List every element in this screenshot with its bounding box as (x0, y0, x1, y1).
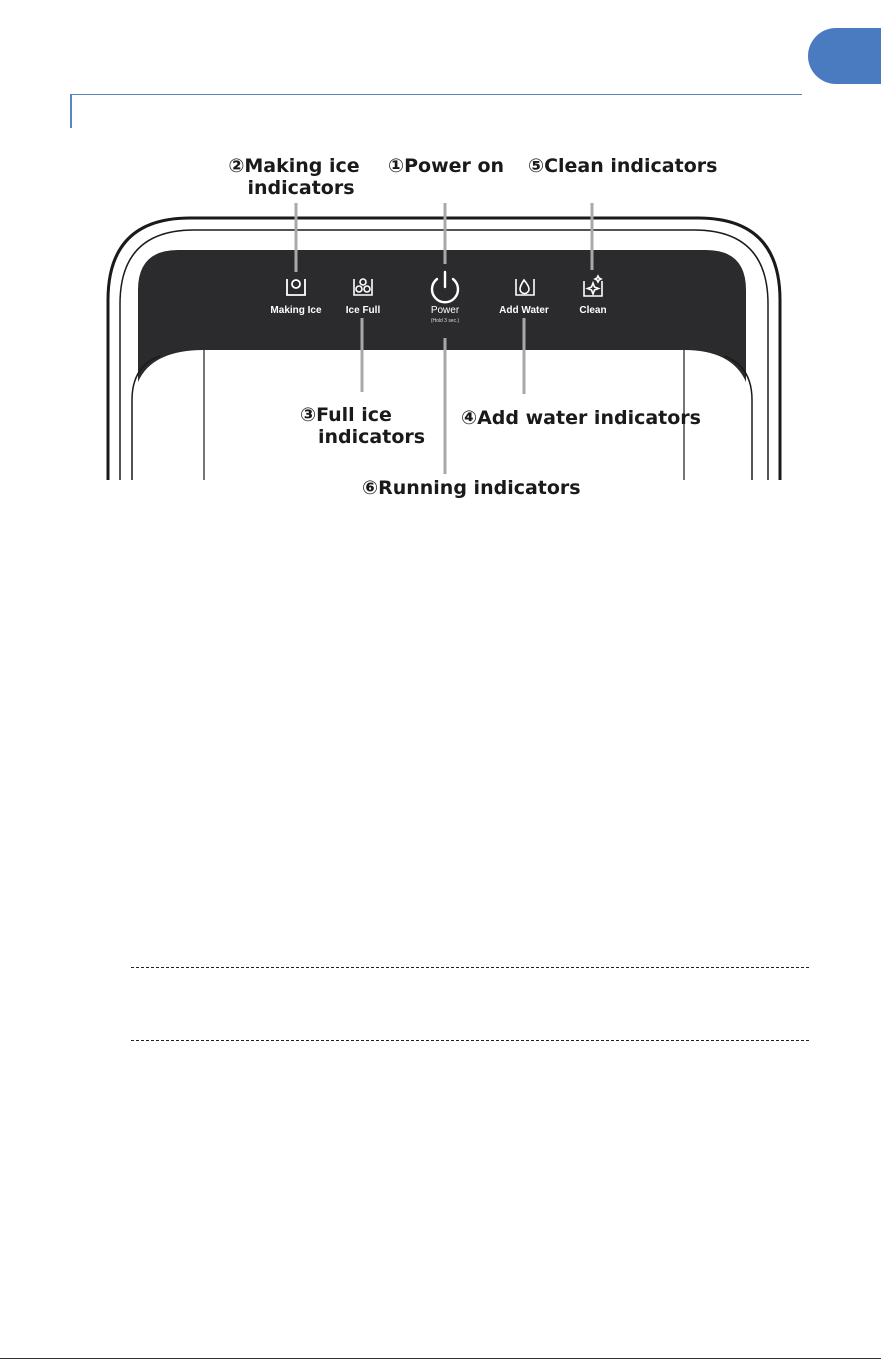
control-panel-illustration (0, 0, 881, 520)
callout-power-on: ①Power on (388, 155, 505, 177)
body-left-curve (132, 356, 160, 480)
panel-label-add-water: Add Water (499, 305, 549, 316)
callout-add-water: ④Add water indicators (461, 407, 701, 429)
callout-full-ice (300, 404, 425, 448)
callout-clean: ⑤Clean indicators (528, 155, 718, 177)
page-bottom-rule (0, 1358, 881, 1359)
panel-label-clean: Clean (579, 305, 607, 316)
panel-label-ice-full: Ice Full (345, 305, 381, 316)
control-panel-diagram (0, 0, 881, 520)
callout-full-ice-line2: indicators (318, 426, 426, 448)
callout-making-ice-line2: indicators (247, 177, 355, 199)
callout-running: ⑥Running indicators (362, 477, 581, 499)
note-box-top-border (131, 967, 809, 968)
callout-making-ice-line1: ②Making ice (228, 155, 360, 177)
callout-making-ice (214, 155, 374, 199)
body-right-curve (724, 356, 752, 480)
callout-full-ice-line1: ③Full ice (300, 404, 392, 426)
control-panel-surface (138, 250, 746, 382)
panel-label-power: Power (430, 305, 460, 316)
panel-label-making-ice: Making Ice (270, 305, 322, 316)
note-box-bottom-border (131, 1040, 809, 1041)
panel-label-power-hint: (Hold 3 sec.) (430, 318, 460, 324)
